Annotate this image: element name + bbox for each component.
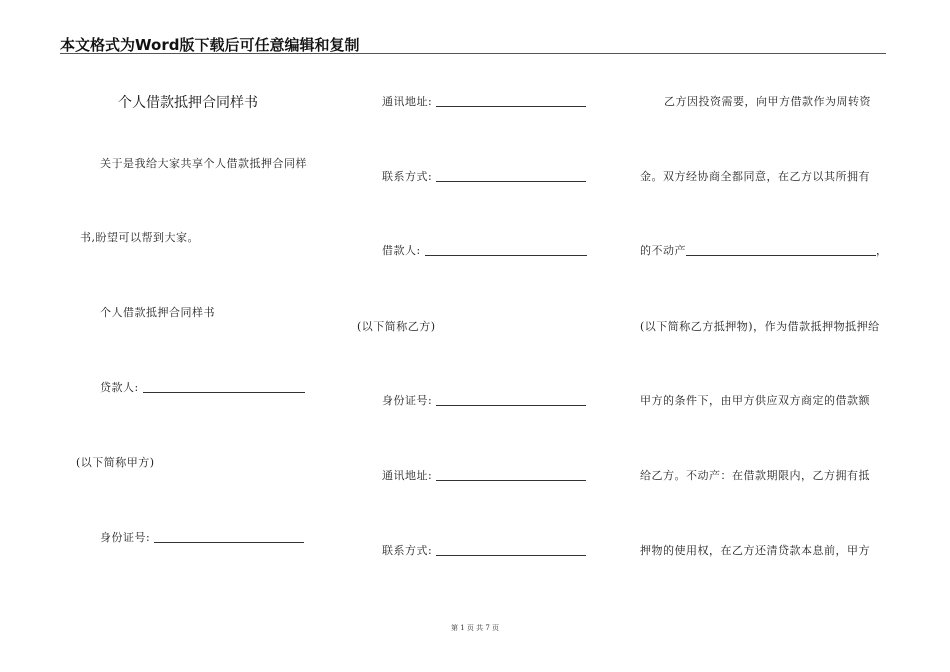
body-line-1: 乙方因投资需要，向甲方借款作为周转资 (664, 95, 871, 108)
borrower-contact-label: 联系方式: (382, 544, 433, 557)
lender-id-label: 身份证号: (100, 531, 151, 544)
borrower-label: 借款人: (382, 244, 421, 257)
lender-field (100, 379, 305, 395)
lender-contact-field (382, 168, 586, 184)
lender-id-blank[interactable] (154, 531, 304, 543)
body-line-3-suffix: ， (876, 244, 888, 257)
borrower-address-field (382, 467, 586, 483)
property-blank[interactable] (686, 244, 876, 256)
borrower-contact-field (382, 542, 586, 558)
document-title: 个人借款抵押合同样书 (118, 95, 258, 111)
borrower-address-label: 通讯地址: (382, 469, 433, 482)
body-line-6: 给乙方。不动产：在借款期限内，乙方拥有抵 (640, 469, 870, 482)
borrower-id-label: 身份证号: (382, 394, 433, 407)
body-line-2: 金。双方经协商全都同意，在乙方以其所拥有 (640, 170, 870, 183)
borrower-id-blank[interactable] (436, 394, 586, 406)
page-number: 第 1 页 共 7 页 (450, 624, 500, 632)
borrower-contact-blank[interactable] (436, 544, 586, 556)
borrower-address-blank[interactable] (436, 469, 586, 481)
borrower-field (382, 242, 587, 258)
intro-line-2: 书,盼望可以帮到大家。 (80, 231, 199, 244)
lender-address-blank[interactable] (436, 95, 586, 107)
borrower-id-field (382, 392, 586, 408)
body-line-4: (以下简称乙方抵押物)，作为借款抵押物抵押给 (640, 320, 880, 333)
lender-contact-label: 联系方式: (382, 170, 433, 183)
lender-blank[interactable] (143, 381, 305, 393)
lender-alias: (以下简称甲方) (76, 456, 155, 469)
contract-subtitle: 个人借款抵押合同样书 (100, 306, 215, 319)
borrower-alias: (以下简称乙方) (357, 320, 436, 333)
lender-address-label: 通讯地址: (382, 95, 433, 108)
lender-address-field (382, 93, 586, 109)
lender-id-field (100, 529, 304, 545)
lender-label: 贷款人: (100, 381, 139, 394)
body-line-7: 押物的使用权，在乙方还清贷款本息前，甲方 (640, 544, 870, 557)
header-divider (60, 53, 886, 54)
borrower-blank[interactable] (425, 244, 587, 256)
lender-contact-blank[interactable] (436, 170, 586, 182)
body-line-3 (640, 242, 888, 258)
intro-line-1: 关于是我给大家共享个人借款抵押合同样 (100, 157, 307, 170)
document-header: 本文格式为Word版下载后可任意编辑和复制 (60, 36, 360, 54)
body-line-3-prefix: 的不动产 (640, 244, 686, 257)
body-line-5: 甲方的条件下，由甲方供应双方商定的借款额 (640, 394, 870, 407)
